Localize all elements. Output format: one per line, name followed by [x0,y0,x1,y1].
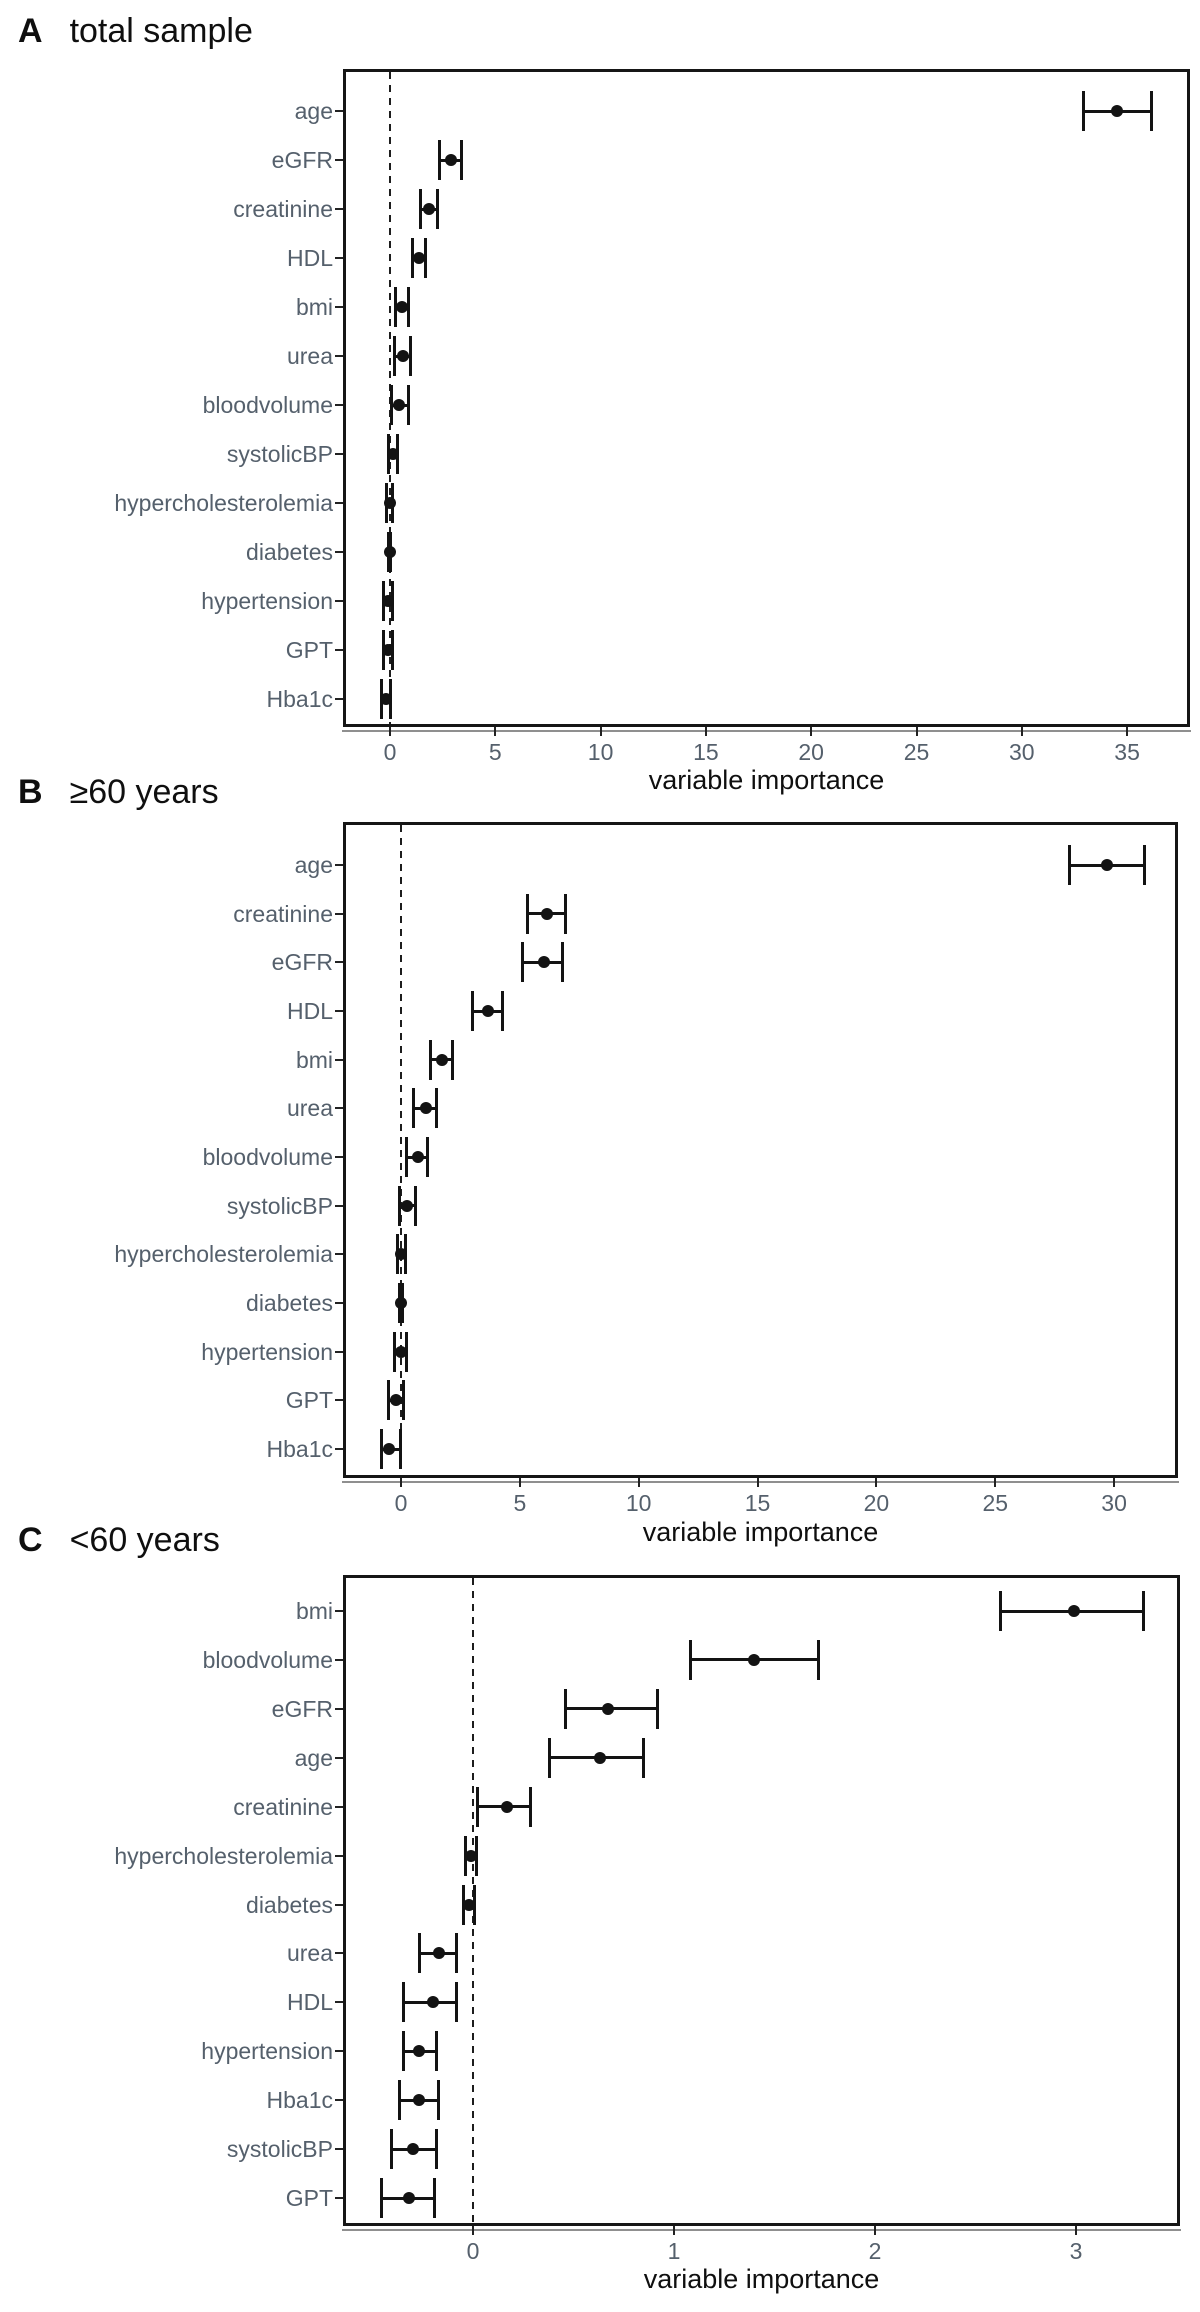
errorbar-cap-high-creatinine [529,1787,532,1827]
row-label-age: age [294,1744,333,1771]
row-label-hypercholesterolemia: hypercholesterolemia [114,1241,333,1268]
point-age [1101,859,1113,871]
y-tick-mark [335,1253,343,1255]
y-tick-mark [335,1010,343,1012]
y-tick-mark [335,2099,343,2101]
point-bmi [1068,1605,1080,1617]
errorbar-cap-low-age [548,1738,551,1778]
errorbar-cap-low-HDL [402,1982,405,2022]
x-tick-mark [705,727,707,736]
x-tick-mark [1113,1478,1115,1487]
errorbar-cap-low-bloodvolume [405,1137,408,1177]
panel-a-x-axis-title: variable importance [648,765,885,795]
x-tick-label: 15 [693,739,719,765]
x-tick-label: 30 [1009,739,1035,765]
y-tick-mark [335,1156,343,1158]
x-tick-label: 25 [982,1490,1009,1516]
point-HDL [482,1005,494,1017]
x-tick-label: 5 [488,739,502,765]
row-label-urea: urea [286,343,333,369]
y-tick-mark [335,1399,343,1401]
y-tick-mark [335,1059,343,1061]
errorbar-cap-low-eGFR [564,1689,567,1729]
row-label-diabetes: diabetes [246,539,333,565]
errorbar-cap-high-HDL [455,1982,458,2022]
point-eGFR [602,1703,614,1715]
row-label-creatinine: creatinine [233,1793,333,1820]
row-label-urea: urea [286,1940,333,1967]
y-tick-mark [335,600,343,602]
point-bmi [436,1054,448,1066]
row-label-Hba1c: Hba1c [266,1436,333,1463]
x-tick-label: 35 [1114,739,1140,765]
row-label-systolicBP: systolicBP [226,441,333,467]
y-tick-mark [335,1806,343,1808]
y-tick-mark [335,2050,343,2052]
y-tick-mark [335,1351,343,1353]
y-tick-mark [335,306,343,308]
errorbar-cap-high-systolicBP [435,2129,438,2169]
errorbar-cap-high-eGFR [561,942,564,982]
panel-b-header [18,771,219,813]
panel-b-x-axis-title: variable importance [642,1517,879,1547]
errorbar-cap-high-age [642,1738,645,1778]
row-label-Hba1c: Hba1c [266,686,333,712]
point-Hba1c [413,2094,425,2106]
row-label-bmi: bmi [295,294,333,320]
x-tick-label: 3 [1069,2238,1083,2264]
errorbar-cap-high-urea [455,1933,458,1973]
errorbar-cap-low-eGFR [521,942,524,982]
point-creatinine [423,203,435,215]
x-tick-label: 10 [587,739,614,765]
y-tick-mark [335,1904,343,1906]
errorbar-cap-high-urea [435,1088,438,1128]
point-diabetes [384,546,396,558]
zero-reference-line [400,825,402,1475]
panel-c-letter: C [18,1521,43,1559]
row-label-Hba1c: Hba1c [266,2087,333,2114]
y-tick-mark [335,208,343,210]
errorbar-cap-low-creatinine [526,894,529,934]
y-tick-mark [335,159,343,161]
y-tick-mark [335,2148,343,2150]
errorbar-cap-low-age [1082,91,1085,131]
errorbar-cap-low-Hba1c [398,2080,401,2120]
y-tick-mark [335,1107,343,1109]
errorbar-cap-high-hypertension [435,2031,438,2071]
row-label-hypertension: hypertension [201,2038,333,2065]
errorbar-cap-high-age [1143,845,1146,885]
row-label-hypertension: hypertension [201,1338,333,1365]
row-label-GPT: GPT [285,637,333,663]
errorbar-cap-low-urea [412,1088,415,1128]
errorbar-cap-high-bmi [451,1040,454,1080]
x-axis-secondary-line [342,2229,1181,2231]
y-tick-mark [335,2197,343,2199]
errorbar-cap-high-systolicBP [414,1186,417,1226]
point-age [1111,105,1123,117]
row-label-diabetes: diabetes [246,1290,333,1317]
row-label-urea: urea [286,1095,333,1122]
x-tick-mark [600,727,602,736]
panel-c-header [18,1519,220,1561]
point-eGFR [445,154,457,166]
errorbar-cap-low-GPT [380,2178,383,2218]
x-tick-mark [1075,2226,1077,2235]
x-tick-mark [494,727,496,736]
row-label-HDL: HDL [286,1989,333,2016]
x-tick-label: 20 [863,1490,890,1516]
x-tick-label: 30 [1101,1490,1127,1516]
point-hypercholesterolemia [465,1850,477,1862]
x-tick-label: 5 [513,1490,527,1516]
errorbar-cap-low-bmi [429,1040,432,1080]
x-tick-mark [810,727,812,736]
x-tick-mark [673,2226,675,2235]
errorbar-cap-high-creatinine [564,894,567,934]
panel-b-title: ≥60 years [69,773,219,811]
panel-a-header [18,10,253,52]
y-tick-mark [335,649,343,651]
x-tick-label: 1 [667,2238,681,2264]
x-tick-mark [638,1478,640,1487]
row-label-hypertension: hypertension [201,588,333,614]
row-label-creatinine: creatinine [233,196,333,222]
y-tick-mark [335,698,343,700]
row-label-diabetes: diabetes [246,1891,333,1918]
row-label-hypercholesterolemia: hypercholesterolemia [114,1842,333,1869]
errorbar-cap-low-urea [418,1933,421,1973]
row-label-bloodvolume: bloodvolume [202,1646,333,1673]
row-label-creatinine: creatinine [233,900,333,927]
row-label-bmi: bmi [295,1046,333,1073]
point-diabetes [395,1297,407,1309]
point-GPT [403,2192,415,2204]
y-tick-mark [335,864,343,866]
x-tick-mark [472,2226,474,2235]
row-label-hypercholesterolemia: hypercholesterolemia [114,490,333,516]
errorbar-cap-low-bloodvolume [689,1640,692,1680]
panel-b-plot-area [343,822,1178,1478]
y-tick-mark [335,961,343,963]
point-diabetes [463,1899,475,1911]
y-tick-mark [335,355,343,357]
errorbar-cap-low-urea [393,336,396,376]
panel-a-title: total sample [69,12,253,50]
row-label-age: age [294,852,333,878]
y-tick-mark [335,257,343,259]
panel-c-title: <60 years [69,1521,220,1559]
point-GPT [382,644,394,656]
errorbar-cap-low-HDL [471,991,474,1031]
row-label-eGFR: eGFR [271,1695,333,1722]
x-tick-label: 10 [625,1490,652,1516]
y-tick-mark [335,110,343,112]
row-label-HDL: HDL [286,998,333,1024]
x-tick-mark [519,1478,521,1487]
point-hypertension [382,595,394,607]
row-label-GPT: GPT [285,2185,333,2212]
errorbar-cap-high-bmi [1142,1591,1145,1631]
y-tick-mark [335,453,343,455]
errorbar-cap-low-hypertension [402,2031,405,2071]
errorbar-cap-high-eGFR [460,140,463,180]
errorbar-cap-low-creatinine [419,189,422,229]
errorbar-cap-low-eGFR [438,140,441,180]
x-axis-secondary-line [342,1481,1179,1483]
errorbar-cap-high-Hba1c [437,2080,440,2120]
point-hypertension [413,2045,425,2057]
x-tick-mark [875,1478,877,1487]
point-age [594,1752,606,1764]
point-Hba1c [380,693,392,705]
panel-a-plot-area [343,69,1190,727]
errorbar-cap-low-creatinine [476,1787,479,1827]
x-tick-mark [757,1478,759,1487]
y-tick-mark [335,2001,343,2003]
y-tick-mark [335,551,343,553]
errorbar-cap-high-bloodvolume [407,385,410,425]
x-tick-mark [389,727,391,736]
y-tick-mark [335,1708,343,1710]
y-tick-mark [335,1757,343,1759]
y-tick-mark [335,1952,343,1954]
y-tick-mark [335,1448,343,1450]
point-creatinine [501,1801,513,1813]
point-systolicBP [407,2143,419,2155]
errorbar-cap-low-systolicBP [398,1186,401,1226]
panel-c-x-axis-title: variable importance [643,2264,880,2294]
row-label-bloodvolume: bloodvolume [202,392,333,418]
row-label-bloodvolume: bloodvolume [202,1144,333,1171]
row-label-GPT: GPT [285,1387,333,1414]
errorbar-cap-low-age [1068,845,1071,885]
x-tick-mark [916,727,918,736]
errorbar-cap-low-systolicBP [390,2129,393,2169]
errorbar-cap-low-bmi [999,1591,1002,1631]
point-hypertension [395,1346,407,1358]
x-tick-mark [994,1478,996,1487]
point-hypercholesterolemia [384,497,396,509]
errorbar-cap-high-HDL [501,991,504,1031]
row-label-eGFR: eGFR [271,147,333,173]
x-tick-mark [400,1478,402,1487]
errorbar-cap-high-GPT [433,2178,436,2218]
y-tick-mark [335,1302,343,1304]
point-creatinine [541,908,553,920]
x-tick-mark [1021,727,1023,736]
row-label-systolicBP: systolicBP [226,2136,333,2163]
y-tick-mark [335,1610,343,1612]
y-tick-mark [335,1855,343,1857]
row-label-systolicBP: systolicBP [226,1192,333,1219]
panel-b-letter: B [18,773,43,811]
x-tick-mark [1126,727,1128,736]
errorbar-cap-high-bloodvolume [426,1137,429,1177]
x-tick-mark [874,2226,876,2235]
x-tick-label: 2 [868,2238,882,2264]
errorbar-cap-high-age [1150,91,1153,131]
y-tick-mark [335,913,343,915]
row-label-eGFR: eGFR [271,949,333,976]
errorbar-cap-high-urea [409,336,412,376]
errorbar-cap-high-Hba1c [399,1429,402,1469]
y-tick-mark [335,404,343,406]
errorbar-cap-high-GPT [402,1380,405,1420]
x-axis-secondary-line [342,730,1191,732]
row-label-age: age [294,98,333,124]
row-label-HDL: HDL [286,245,333,271]
row-label-bmi: bmi [295,1598,333,1624]
panel-a-letter: A [18,12,43,50]
point-urea [397,350,409,362]
x-tick-label: 0 [383,739,397,765]
point-eGFR [538,956,550,968]
x-tick-label: 20 [798,739,824,765]
x-tick-label: 15 [744,1490,771,1516]
y-tick-mark [335,502,343,504]
y-tick-mark [335,1659,343,1661]
x-tick-label: 25 [903,739,930,765]
errorbar-cap-high-creatinine [436,189,439,229]
x-tick-label: 0 [466,2238,480,2264]
x-tick-label: 0 [394,1490,408,1516]
y-tick-mark [335,1205,343,1207]
errorbar-cap-high-eGFR [656,1689,659,1729]
errorbar-cap-high-bloodvolume [817,1640,820,1680]
